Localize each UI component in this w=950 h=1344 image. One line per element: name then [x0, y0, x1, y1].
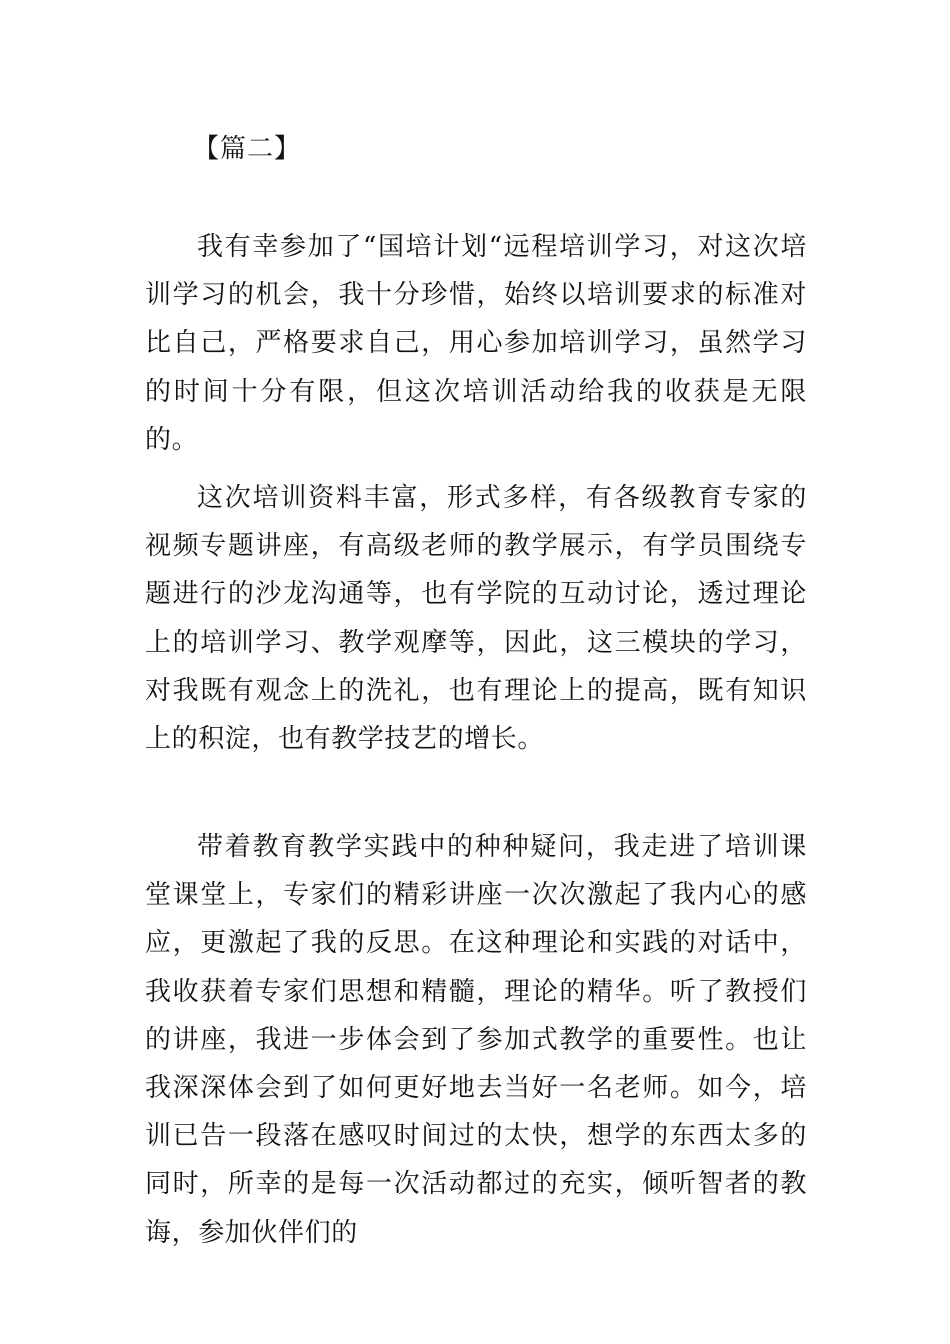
paragraph-2: 这次培训资料丰富，形式多样，有各级教育专家的视频专题讲座，有高级老师的教学展示，有学员围绕专题进行的沙龙沟通等，也有学院的互动讨论，透过理论上的培训学习、教学观摩等，因此，这三模块的学习，对我既有观念上的洗礼，也有理论上的提高，既有知识上的积淀，也有教学技艺的增长。	[145, 483, 807, 755]
paragraph-1: 我有幸参加了“国培计划“远程培训学习，对这次培训学习的机会，我十分珍惜，始终以培训要求的标准对比自己，严格要求自己，用心参加培训学习，虽然学习的时间十分有限，但这次培训活动给我的收获是无限的。	[145, 232, 807, 455]
section-heading: 【篇二】	[193, 134, 302, 164]
paragraph-3: 带着教育教学实践中的种种疑问，我走进了培训课堂课堂上，专家们的精彩讲座一次次激起了我内心的感应，更激起了我的反思。在这种理论和实践的对话中，我收获着专家们思想和精髓，理论的精华。听了教授们的讲座，我进一步体会到了参加式教学的重要性。也让我深深体会到了如何更好地去当好一名老师。如今，培训已告一段落在感叹时间过的太快，想学的东西太多的同时，所幸的是每一次活动都过的充实，倾听智者的教诲，参加伙伴们的	[145, 832, 807, 1248]
